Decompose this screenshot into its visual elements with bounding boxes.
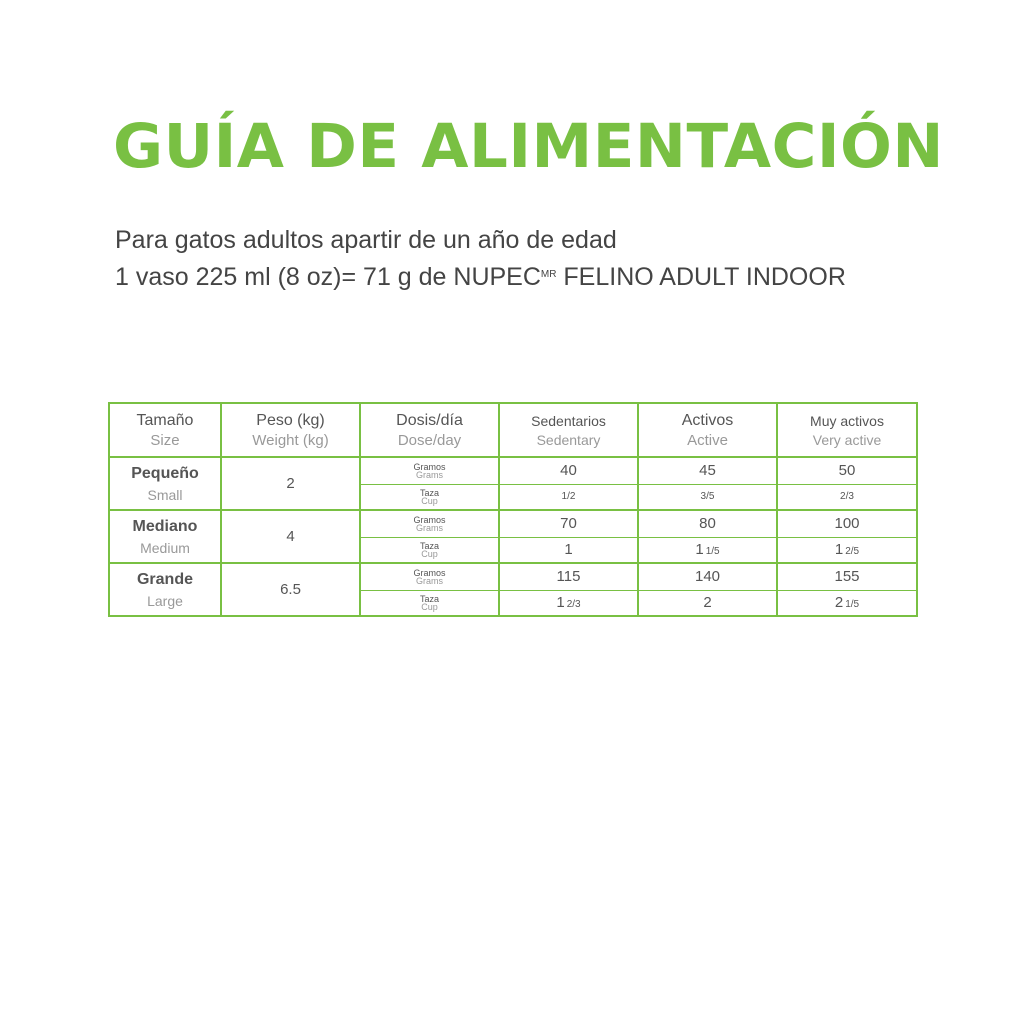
size-cell [109, 510, 221, 563]
grams-sedentary: 115 [499, 563, 638, 590]
dose-label-es: Gramos [413, 567, 446, 578]
cup-sedentary [499, 590, 638, 616]
cup-whole: 1 [695, 541, 704, 559]
header-label-en: Dose/day [397, 431, 462, 449]
size-label-es: Mediano [132, 517, 198, 535]
header-label-es: Tamaño [136, 411, 194, 429]
header-label-en: Active [687, 431, 728, 449]
cup-very-active [777, 590, 917, 616]
weight-cell: 6.5 [221, 563, 360, 616]
dose-label-grams [360, 563, 499, 590]
table-header-row [109, 403, 917, 457]
header-very-active [777, 403, 917, 457]
cup-active [638, 590, 777, 616]
header-dose [360, 403, 499, 457]
dose-label-en: Cup [421, 601, 438, 612]
dose-label-es: Gramos [413, 461, 446, 472]
table-row-small-grams [109, 457, 917, 484]
cup-whole: 1 [834, 541, 844, 559]
cup-fraction: 1/5 [705, 546, 720, 558]
grams-sedentary: 40 [499, 457, 638, 484]
size-label-es: Pequeño [131, 464, 199, 482]
dose-label-cup [360, 537, 499, 563]
dose-label-es: Taza [419, 540, 439, 551]
size-label-es: Grande [136, 570, 193, 588]
cup-whole: 2 [703, 594, 712, 612]
dose-label-grams [360, 510, 499, 537]
table-row-medium-grams [109, 510, 917, 537]
dose-label-cup [360, 590, 499, 616]
header-weight [221, 403, 360, 457]
cup-whole: 2 [834, 594, 844, 612]
size-label-en: Medium [140, 539, 190, 556]
cup-active: 3/5 [638, 484, 777, 510]
table-row-large-grams [109, 563, 917, 590]
cup-whole: 1 [556, 594, 565, 612]
header-label-es: Dosis/día [396, 411, 463, 429]
dose-label-en: Cup [421, 495, 438, 506]
cup-very-active: 2/3 [777, 484, 917, 510]
cup-whole: 1 [564, 541, 573, 559]
grams-active: 45 [638, 457, 777, 484]
header-active [638, 403, 777, 457]
header-label-en: Size [150, 431, 180, 449]
header-label-es: Muy activos [810, 412, 884, 429]
feeding-guide-table [108, 402, 918, 617]
size-cell [109, 457, 221, 510]
size-label-en: Large [147, 592, 183, 609]
subtitle-line-1: Para gatos adultos apartir de un año de edad [115, 226, 617, 254]
dose-label-es: Gramos [413, 514, 446, 525]
header-label-es: Activos [681, 411, 734, 429]
size-label-en: Small [147, 486, 183, 503]
trademark-superscript: MR [540, 269, 557, 280]
cup-sedentary: 1/2 [499, 484, 638, 510]
dose-label-grams [360, 457, 499, 484]
weight-cell: 4 [221, 510, 360, 563]
size-cell [109, 563, 221, 616]
header-label-en: Weight (kg) [252, 431, 329, 449]
dose-label-cup [360, 484, 499, 510]
grams-active: 80 [638, 510, 777, 537]
dose-label-en: Grams [416, 522, 443, 533]
header-label-en: Sedentary [536, 431, 601, 448]
dose-label-es: Taza [419, 593, 439, 604]
header-sedentary [499, 403, 638, 457]
dose-label-es: Taza [419, 487, 439, 498]
dose-label-en: Cup [421, 548, 438, 559]
dose-label-en: Grams [416, 469, 443, 480]
grams-active: 140 [638, 563, 777, 590]
subtitle-line-2 [115, 262, 846, 292]
cup-active [638, 537, 777, 563]
grams-very-active: 155 [777, 563, 917, 590]
header-label-en: Very active [812, 431, 882, 448]
weight-cell: 2 [221, 457, 360, 510]
dose-label-en: Grams [416, 575, 443, 586]
subtitle-line-2-product: FELINO ADULT INDOOR [556, 263, 846, 291]
subtitle-line-2-text: 1 vaso 225 ml (8 oz)= 71 g de NUPEC [115, 263, 541, 291]
cup-fraction: 2/3 [566, 599, 581, 611]
grams-very-active: 100 [777, 510, 917, 537]
grams-sedentary: 70 [499, 510, 638, 537]
header-label-es: Peso (kg) [256, 411, 325, 429]
cup-very-active [777, 537, 917, 563]
header-size [109, 403, 221, 457]
header-label-es: Sedentarios [531, 412, 606, 429]
cup-fraction: 2/5 [845, 546, 860, 558]
cup-sedentary [499, 537, 638, 563]
page-title: GUÍA DE ALIMENTACIÓN [113, 111, 944, 182]
grams-very-active: 50 [777, 457, 917, 484]
cup-fraction: 1/5 [845, 599, 860, 611]
